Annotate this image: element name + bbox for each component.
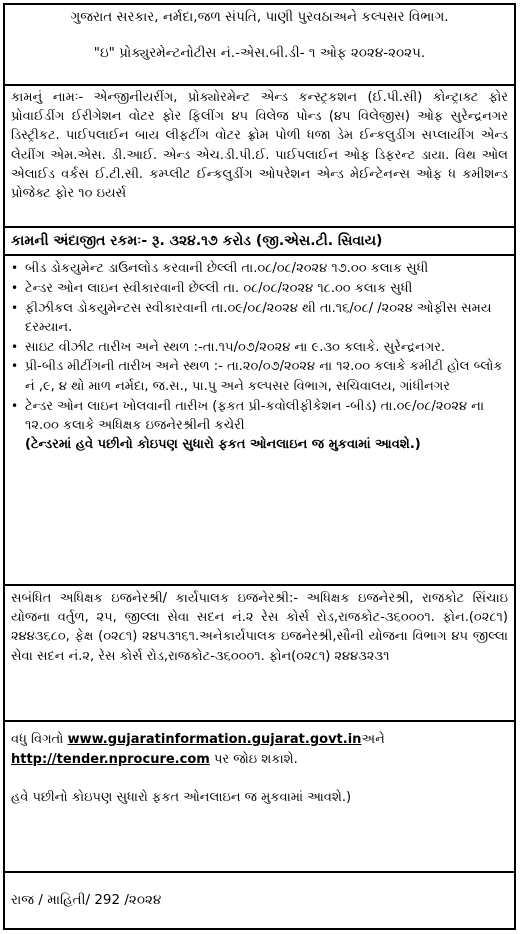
amendment-note: હવે પછીનો કોઇપણ સુધારો ફકત ઓનલાઇન જ મુકવામાં આવશે.) [11, 790, 352, 805]
date-text: ફીઝીકલ ડોકયુમેન્ટસ સ્વીકારવાની તા.૦૯/૦૮/૨૦૨૪ થી તા.૧૬/૦૮/ /૨૦૨૪ ઓફીસ સમય દરમ્યાન. [25, 300, 492, 335]
list-item [11, 338, 508, 357]
more-info-and: અને [361, 732, 385, 747]
estimated-cost: કામની અંદાજીત રકમઃ- રૂ. ૩૨૪.૧૭ કરોડ (જી.એસ.ટી. સિવાય) [5, 228, 514, 256]
key-dates-list [11, 259, 508, 454]
date-text: ટેન્ડર ઓન લાઇન સ્વીકારવાની છેલ્લી તા. ૦૮/૦૮/૨૦૨૪ ૧૮.૦૦ કલાક સુધી [25, 280, 413, 296]
key-dates-section [5, 256, 514, 586]
date-text: સાઇટ વીઝીટ તારીખ અને સ્થળ :-તા.૧૫/૦૭/૨૦૨૪ ના ૯.૩૦ કલાકે. સુરેન્દ્રનગર. [25, 339, 446, 355]
bullet-icon: • [11, 261, 19, 275]
more-info-prefix: વધુ વિગતો [11, 732, 68, 747]
online-amendment-note: (ટેન્ડરમાં હવે પછીનો કોઇપણ સુધારો ફકત ઓનલાઇન જ મુકવામાં આવશે.) [25, 437, 421, 453]
date-text: બીડ ડોકયુમેન્ટ ડાઉનલોડ કરવાની છેલ્લી તા.૦૮/૦૮/૨૦૨૪ ૧૭.૦૦ કલાક સુધી [25, 261, 429, 276]
list-item [11, 259, 508, 278]
list-item [11, 397, 508, 455]
nprocure-link[interactable]: http://tender.nprocure.com [11, 752, 210, 767]
notice-header [5, 5, 514, 86]
spacer [11, 770, 508, 788]
date-text: ટેન્ડર ઓન લાઇન ખોલવાની તારીખ (ફકત પ્રી-કવોલીફીકેશન -બીડ) તા.૦૯/૦૮/૨૦૨૪ ના ૧૨.૦૦ કલાકે અધિક્ષક ઇજનેરશ્રીની કચેરી [25, 398, 485, 433]
work-name: કામનું નામઃ- એન્જીનીયરીંગ, પ્રોક્યોરમેન્ટ એન્ડ કન્સ્ટ્રકશન (ઈ.પી.સી) કોન્ટ્રાક્ટ ફોર પ્રોવાઈડીંગ ઈરીગેશન વોટર ફોર ફિલીંગ ૪૫ વિલેજ પોન્ડ (૪૫ વિલેજીસ) ઓફ સુરેન્દ્રનગર ડિસ્ટ્રીકટ. પાઈપલાઈન બાય લીફટીંગ વોટર ફ્રોમ પોળી ધજા ડેમ ઈન્કલુડીંગ સપ્લાયીંગ એન્ડ લેયીંગ એમ.એસ. ડી.આઈ. એન્ડ એચ.ડી.પી.ઈ. પાઈપલાઈન ઓફ ડિફરન્ટ ડાયા. વિથ ઓલ એલાઈડ વર્કસ ઈ.ટી.સી. કમ્પ્લીટ ઈન્કલુડીંગ ઓપરેશન એન્ડ મેઈન્ટેનન્સ ઓફ ધ કમીશન્ડ પ્રોજેક્ટ ફોર ૧૦ ઇયર્સ [5, 86, 514, 228]
more-info-section [5, 722, 514, 873]
bullet-icon: • [11, 339, 19, 354]
bullet-icon: • [11, 398, 19, 413]
notice-number: "ઇ" પ્રોક્યુરમેન્ટનોટીસ નં.-એસ.બી.ડી- ૧ ઓફ ૨૦૨૪-૨૦૨૫. [93, 45, 426, 61]
date-text: પ્રી-બીડ મીટીંગની તારીખ અને સ્થળ :- તા.૨૦/૦૭/૨૦૨૪ ના ૧૨.૦૦ કલાકે કમીટી હોલ બ્લોક નં ,૯, ૪ થો માળ નર્મદા, જ.સ., પા.પુ અને કલ્પસર વિભાગ, સચિવાલય, ગાંધીનગર [25, 359, 503, 394]
gujarat-information-link[interactable]: www.gujaratinformation.gujarat.govt.in [67, 732, 362, 747]
more-info-suffix: પર જોઇ શકાશે. [209, 752, 298, 767]
bullet-icon: • [11, 359, 19, 374]
bullet-icon: • [11, 280, 19, 295]
list-item [11, 279, 508, 298]
release-reference: રાજ / માહિતી/ 292 /૨૦૨૪ [11, 892, 162, 908]
tender-notice [3, 3, 516, 930]
department-name: ગુજરાત સરકાર, નર્મદા,જળ સંપતિ, પાણી પુરવઠાઅને કલ્પસર વિભાગ. [70, 9, 449, 25]
list-item [11, 357, 508, 396]
contact-details: સબંધિત અધિક્ષક ઇજનેરશ્રી/ કાર્યપાલક ઇજનેરશ્રી:- અધિક્ષક ઇજનેરશ્રી, રાજકોટ સિંચાઇ યોજના વર્તુળ, ૨૫, જીલ્લા સેવા સદન નં.૨ રેસ કોર્સ રોડ,રાજકોટ-૩૬૦૦૦૧. ફોન.(૦૨૮૧) ૨૪૪૩૬૮૦, ફેક્ષ (૦૨૮૧) ૨૪૫૩૧૬૧.અનેકાર્યપાલક ઇજનેરશ્રી,સૌની યોજના વિભાગ ૪૫ જીલ્લા સેવા સદન નં.૨, રેસ કોર્સ રોડ,રાજકોટ-૩૬૦૦૦૧. ફોન(૦૨૮૧) ૨૪૪૩૨૩૧ [5, 586, 514, 722]
list-item [11, 299, 508, 338]
bullet-icon: • [11, 300, 19, 315]
